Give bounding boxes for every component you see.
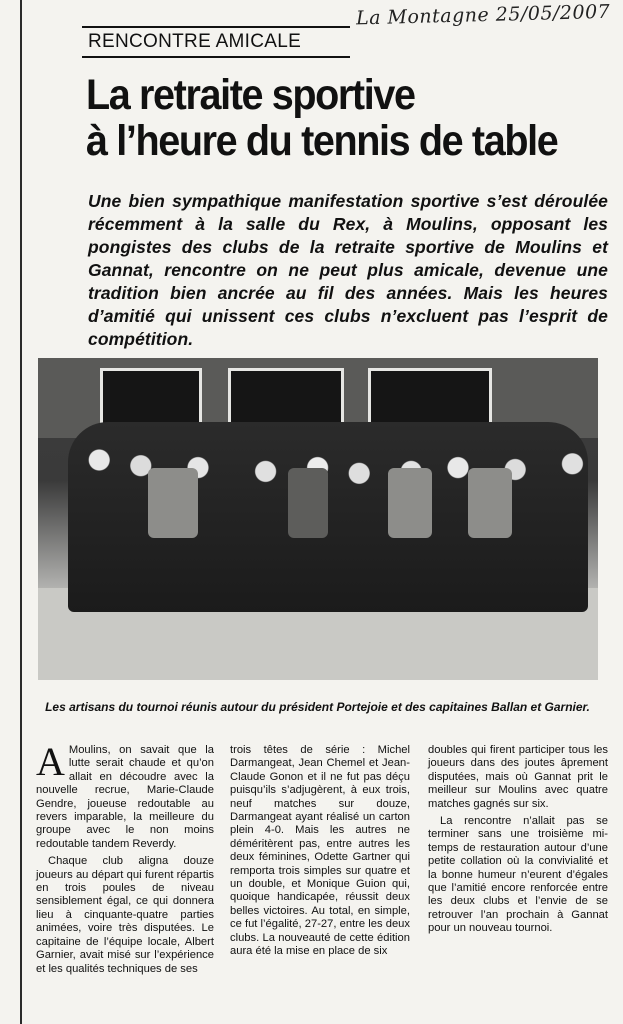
article-paragraph: trois têtes de série : Michel Darmangeat, Jean Chemel et Jean-Claude Gonon et il ne fut pas déçu puisqu’ils s’adjugèrent, à eux trois, neuf matches sur douze, Darmangeat ayant réalisé un carton plein 4-0. Mais les autres ne déméritèrent pas, entre autres les deux féminines, Odette Gartner qui remporta trois simples sur quatre et un double, et Monique Guion qui, quoique handicapée, réussit deux belles victoires. Au total, en simple, ce fut l’égalité, 27-27, entre les deux clubs. La nouveauté de cette édition aura été la mise en place de six [230, 744, 410, 958]
article-paragraph: Chaque club aligna douze joueurs au départ qui furent répartis en trois poules de niveau sensiblement égal, ce qui donnera lieu à cinquante-quatre parties animées, voire très disputées. Le capitaine de l’équipe locale, Albert Garnier, avait misé sur l’expérience et les qualités techniques de ses [36, 855, 214, 975]
rubric-box [82, 26, 350, 58]
drop-cap: A [36, 739, 65, 784]
photo-figure [288, 468, 328, 538]
photo-figure [468, 468, 512, 538]
rubric: RENCONTRE AMICALE [88, 31, 302, 52]
article-column-1 [36, 739, 214, 976]
article-paragraph: La rencontre n’allait pas se terminer sans une troisième mi-temps de restauration autour d’une petite collation où la convivialité et la bonne humeur n’eurent d’égales que l’amitié encore renforcée entre les deux clubs et l’envie de se retrouver l’an prochain à Gannat pour un nouveau tournoi. [428, 815, 608, 935]
article-column-3 [428, 744, 608, 936]
group-photo [38, 358, 598, 680]
article-text: Moulins, on savait que la lutte serait chaude et qu’on allait en découdre avec la nouvelle recrue, Marie-Claude Gendre, joueuse redoutable au revers imparable, la meilleure du groupe avec le non moins redoutable tandem Reverdy. [36, 744, 214, 850]
clipping-edge [20, 0, 22, 1024]
headline-line-1: La retraite sportive [86, 71, 415, 119]
article-column-2 [230, 744, 410, 959]
headline-line-2: à l’heure du tennis de table [86, 117, 558, 165]
photo-figure [388, 468, 432, 538]
standfirst: Une bien sympathique manifestation sportive s’est déroulée récemment à la salle du Rex, à Moulins, opposant les pongistes des clubs de la retraite sportive de Moulins et Gannat, rencontre on ne peut plus amicale, devenue une tradition bien ancrée au fil des années. Mais les heures d’amitié qui unissent ces clubs n’excluent pas l’esprit de compétition. [88, 191, 608, 349]
headline [86, 72, 564, 164]
photo-figure [148, 468, 198, 538]
handwritten-source-date: La Montagne 25/05/2007 [355, 0, 611, 30]
article-paragraph [36, 739, 214, 851]
article-paragraph: doubles qui firent participer tous les joueurs dans des joutes âprement disputées, mais où Gannat prit le meilleur sur Moulins avec quatre matches gagnés sur six. [428, 744, 608, 810]
photo-caption: Les artisans du tournoi réunis autour du président Portejoie et des capitaines Ballan et Garnier. [45, 700, 590, 714]
